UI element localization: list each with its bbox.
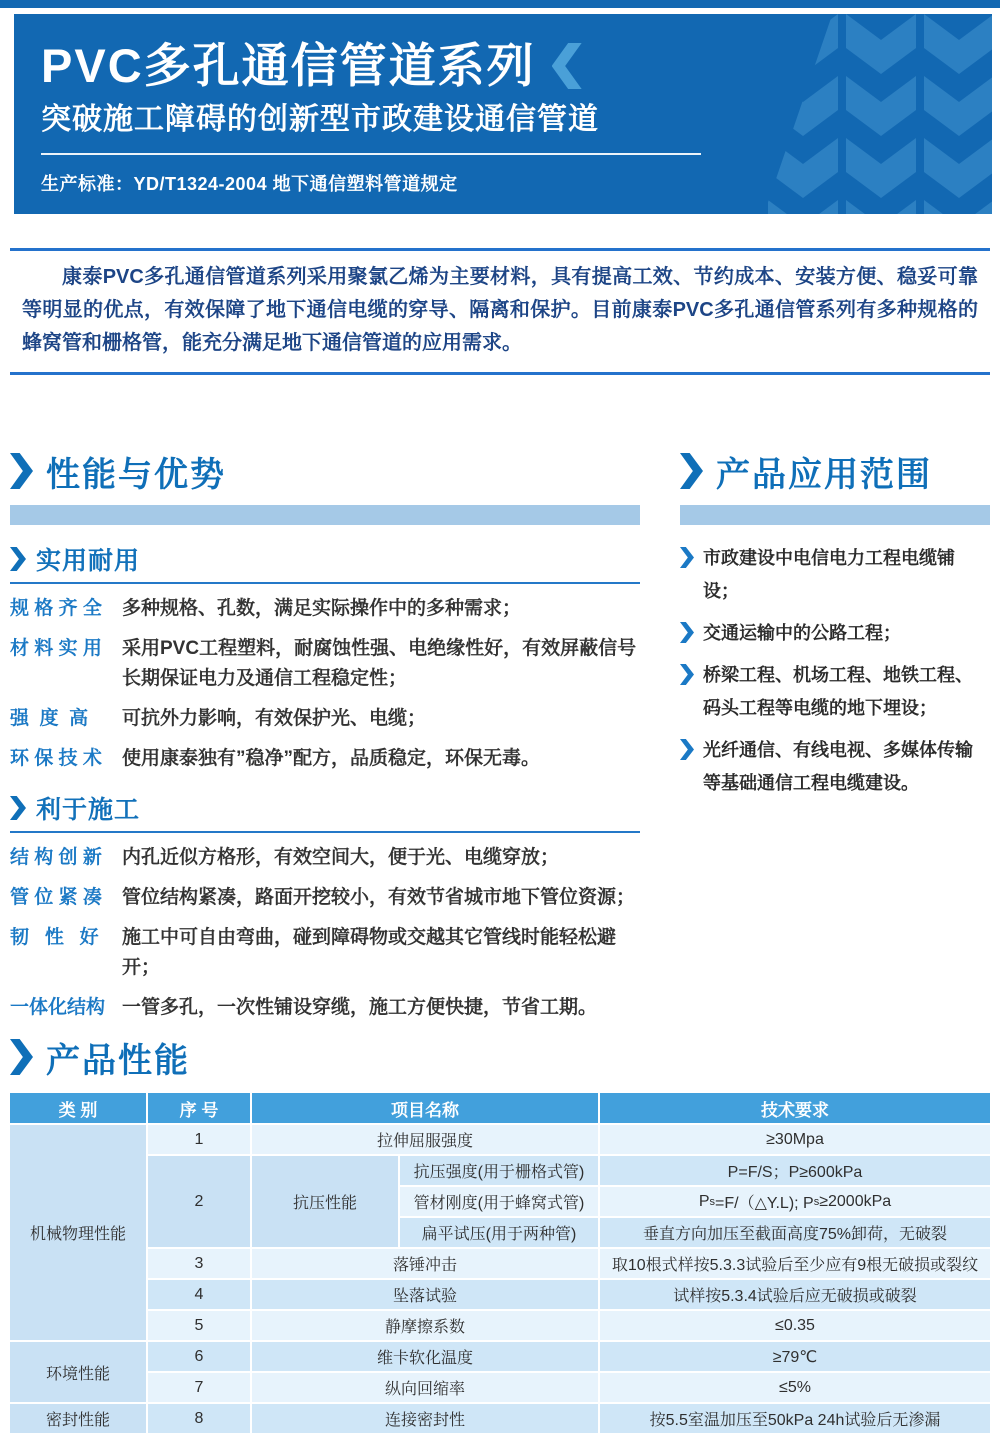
- table-cell-req: P=F/S；P≥600kPa: [600, 1156, 990, 1185]
- feature-text: 一管多孔，一次性铺设穿缆，施工方便快捷，节省工期。: [122, 997, 598, 1018]
- feature-label: 一体化结构: [10, 997, 106, 1018]
- feature-label: 管 位 紧 凑: [10, 887, 102, 908]
- table-cell-req: 试样按5.3.4试验后应无破损或破裂: [600, 1280, 990, 1309]
- feature-item: [10, 744, 640, 774]
- feature-text: 多种规格、孔数，满足实际操作中的多种需求；: [122, 598, 522, 619]
- section-title-performance: 性能与优势: [46, 455, 226, 494]
- feature-item: [10, 923, 640, 983]
- table-header-no: 序 号: [148, 1093, 250, 1123]
- feature-item: [10, 634, 640, 694]
- table-header-item: 项目名称: [252, 1093, 598, 1123]
- table-cell-name: 抗压性能: [252, 1156, 398, 1247]
- feature-label: 环 保 技 术: [10, 748, 102, 769]
- feature-label: 规 格 齐 全: [10, 598, 102, 619]
- feature-item: [10, 594, 640, 624]
- subsection-underline: [10, 831, 640, 833]
- feature-item: [10, 883, 640, 913]
- feature-item: [10, 704, 640, 734]
- subsection-construction: [10, 792, 640, 1023]
- chevron-right-icon: [680, 622, 694, 643]
- list-item: [680, 617, 990, 650]
- feature-text: 内孔近似方格形，有效空间大，便于光、电缆穿放；: [122, 847, 560, 868]
- chevron-right-icon: [680, 739, 694, 760]
- table-cell-no: 3: [148, 1249, 250, 1278]
- feature-text: 采用PVC工程塑料，耐腐蚀性强、电绝缘性好，有效屏蔽信号长期保证电力及通信工程稳定性；: [122, 638, 637, 689]
- table-cell-name: 落锤冲击: [252, 1249, 598, 1278]
- table-cell-no: 1: [148, 1125, 250, 1154]
- feature-text: 施工中可自由弯曲，碰到障碍物或交越其它管线时能轻松避开；: [122, 927, 617, 978]
- chevron-right-icon: [10, 547, 26, 571]
- section-application: [680, 449, 990, 1023]
- page-title: PVC多孔通信管道系列: [41, 39, 536, 92]
- table-cell-req: 垂直方向加压至截面高度75%卸荷，无破裂: [600, 1218, 990, 1247]
- table-cell-name: 拉伸屈服强度: [252, 1125, 598, 1154]
- table-cell-name: 纵向回缩率: [252, 1373, 598, 1402]
- application-list: [680, 542, 990, 800]
- table-cell-category: 环境性能: [10, 1342, 146, 1402]
- table-cell-name: 坠落试验: [252, 1280, 598, 1309]
- table-cell-req: P s =F/（△Y.L); P s ≥2000kPa: [600, 1187, 990, 1216]
- list-item: [680, 734, 990, 800]
- table-cell-req: 按5.5室温加压至50kPa 24h试验后无渗漏: [600, 1404, 990, 1433]
- table-header-requirement: 技术要求: [600, 1093, 990, 1123]
- list-item-text: 市政建设中电信电力工程电缆铺设；: [703, 548, 955, 601]
- table-cell-req: ≤0.35: [600, 1311, 990, 1340]
- table-cell-name: 维卡软化温度: [252, 1342, 598, 1371]
- subsection-durable: [10, 543, 640, 774]
- list-item-text: 交通运输中的公路工程；: [703, 623, 901, 643]
- page-subtitle: 突破施工障碍的创新型市政建设通信管道: [41, 103, 599, 136]
- chevron-right-icon: [680, 664, 694, 685]
- feature-item: [10, 993, 640, 1023]
- list-item: [680, 659, 990, 725]
- section-accent-bar: [10, 505, 640, 525]
- feature-text: 管位结构紧凑，路面开挖较小，有效节省城市地下管位资源；: [122, 887, 636, 908]
- feature-label: 韧 性 好: [10, 927, 99, 948]
- feature-text: 使用康泰独有”稳净”配方，品质稳定，环保无毒。: [122, 748, 541, 769]
- list-item-text: 光纤通信、有线电视、多媒体传输等基础通信工程电缆建设。: [703, 740, 973, 793]
- feature-item: [10, 843, 640, 873]
- feature-label: 材 料 实 用: [10, 638, 102, 659]
- table-cell-req: 取10根式样按5.3.3试验后至少应有9根无破损或裂纹: [600, 1249, 990, 1278]
- table-cell-no: 4: [148, 1280, 250, 1309]
- intro-section: [10, 248, 990, 375]
- feature-text: 可抗外力影响，有效保护光、电缆；: [122, 708, 427, 729]
- table-cell-category: 机械物理性能: [10, 1125, 146, 1340]
- chevron-right-icon: [10, 1039, 33, 1075]
- list-item: [680, 542, 990, 608]
- table-cell-name: 连接密封性: [252, 1404, 598, 1433]
- section-accent-bar: [680, 505, 990, 525]
- section-title-application: 产品应用范围: [716, 455, 932, 494]
- top-accent-strip: [0, 0, 1000, 8]
- performance-table: [10, 1093, 990, 1433]
- section-product-performance-header: [10, 1035, 990, 1079]
- intro-paragraph: 康泰PVC多孔通信管道系列采用聚氯乙烯为主要材料，具有提高工效、节约成本、安装方便、稳妥可靠等明显的优点，有效保障了地下通信电缆的穿导、隔离和保护。目前康泰PVC多孔通信管系列有多种规格的蜂窝管和栅格管，能充分满足地下通信管道的应用需求。: [22, 266, 978, 354]
- chevron-right-icon: [10, 796, 26, 820]
- table-cell-no: 2: [148, 1156, 250, 1247]
- list-item-text: 桥梁工程、机场工程、地铁工程、码头工程等电缆的地下埋设；: [703, 665, 973, 718]
- table-header-category: 类 别: [10, 1093, 146, 1123]
- chevron-right-icon: [10, 453, 33, 489]
- section-title-product-performance: 产品性能: [46, 1041, 190, 1080]
- chevron-right-icon: [680, 453, 703, 489]
- table-cell-category: 密封性能: [10, 1404, 146, 1433]
- table-cell-req: ≥79℃: [600, 1342, 990, 1371]
- subsection-title: 利于施工: [36, 796, 141, 824]
- table-cell-no: 8: [148, 1404, 250, 1433]
- header-banner: [14, 14, 992, 214]
- chevron-right-icon: [680, 547, 694, 568]
- feature-label: 强 度 高: [10, 708, 89, 729]
- section-performance: [10, 449, 640, 1023]
- table-cell-subname: 管材刚度(用于蜂窝式管): [400, 1187, 598, 1216]
- title-chevron-left-icon: [552, 43, 582, 89]
- banner-divider: [41, 153, 701, 155]
- table-cell-name: 静摩擦系数: [252, 1311, 598, 1340]
- table-cell-subname: 抗压强度(用于栅格式管): [400, 1156, 598, 1185]
- table-cell-req: ≤5%: [600, 1373, 990, 1402]
- subsection-title: 实用耐用: [36, 547, 141, 575]
- table-cell-no: 7: [148, 1373, 250, 1402]
- feature-label: 结 构 创 新: [10, 847, 102, 868]
- subsection-underline: [10, 582, 640, 584]
- table-cell-no: 5: [148, 1311, 250, 1340]
- table-cell-no: 6: [148, 1342, 250, 1371]
- table-cell-req: ≥30Mpa: [600, 1125, 990, 1154]
- table-cell-subname: 扁平试压(用于两种管): [400, 1218, 598, 1247]
- production-standard: 生产标准：YD/T1324-2004 地下通信塑料管道规定: [41, 174, 458, 194]
